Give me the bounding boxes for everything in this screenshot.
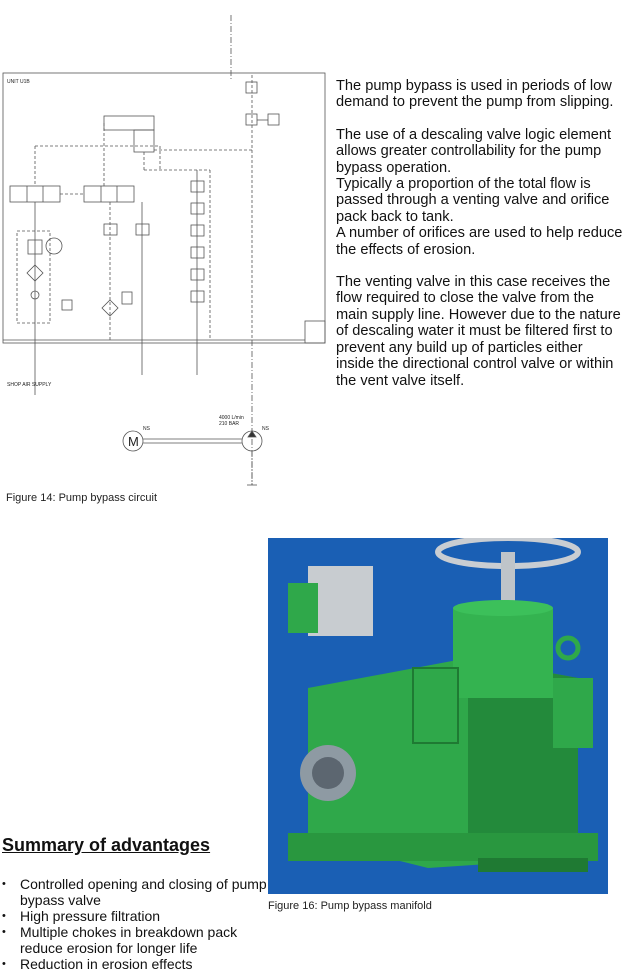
list-item: • Reduction in erosion effects xyxy=(0,956,270,972)
unit-boundary xyxy=(3,73,325,343)
manifold-base xyxy=(288,833,598,861)
description-paragraph-1: The pump bypass is used in periods of low demand to prevent the pump from slipping. xyxy=(336,78,614,111)
description-paragraph-2 xyxy=(336,127,624,258)
pump-rating-line1: 4000 L/min xyxy=(219,415,244,421)
filter-assembly xyxy=(17,231,50,323)
pump-bypass-manifold-photo xyxy=(268,538,608,894)
motor-ns-label: NS xyxy=(143,426,150,432)
motor-label: M xyxy=(128,434,139,449)
figure14-caption: Figure 14: Pump bypass circuit xyxy=(6,492,158,504)
orifice-pack xyxy=(191,181,204,302)
filter-housing xyxy=(413,668,458,743)
pump-rating-line2: 210 BAR xyxy=(219,421,240,427)
summary-title: Summary of advantages xyxy=(2,835,211,855)
shop-air-label: SHOP AIR SUPPLY xyxy=(7,382,52,388)
description-line-flow: Typically a proportion of the total flow is passed through a venting valve and orifice pack back to tank. xyxy=(336,176,610,225)
list-item: • Controlled opening and closing of pump bypass valve xyxy=(0,876,270,908)
list-item: • High pressure filtration xyxy=(0,908,270,924)
description-line-orifices: A number of orifices are used to help reduce the effects of erosion. xyxy=(336,225,623,258)
figure16-caption: Figure 16: Pump bypass manifold xyxy=(268,900,432,912)
description-line-logic-element: The use of a descaling valve logic element allows greater controllability for the pump bypass operation. xyxy=(336,126,612,176)
directional-valve-right xyxy=(84,186,134,202)
summary-list xyxy=(0,876,270,972)
directional-valve-left xyxy=(10,186,60,202)
logic-element xyxy=(104,116,154,130)
description-text xyxy=(336,78,624,405)
corner-box xyxy=(305,321,325,343)
list-item: • Multiple chokes in breakdown pack reduce erosion for longer life xyxy=(0,924,270,956)
unit-label: UNIT U1B xyxy=(7,79,30,85)
valve-tower xyxy=(453,608,553,698)
description-paragraph-3: The venting valve in this case receives the flow required to close the valve from the main supply line. However due to the nature of descaling water it must be filtered first to prevent any build up of particles either inside the directional control valve or within the vent valve itself. xyxy=(336,274,621,389)
pump-ns-label: NS xyxy=(262,426,269,432)
pump-bypass-circuit-diagram xyxy=(0,10,330,490)
